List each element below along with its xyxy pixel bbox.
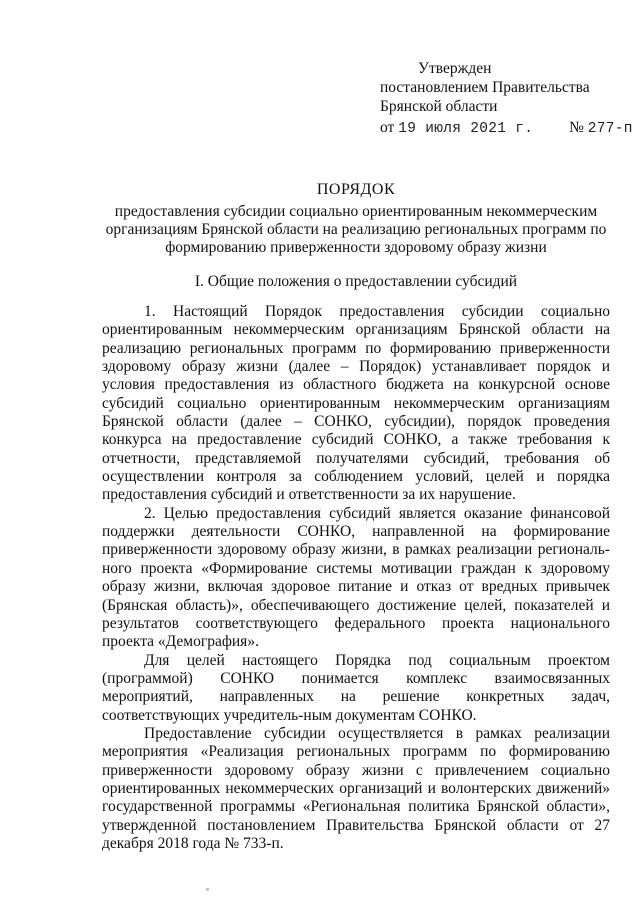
approval-resolution-label: постановлением Правительства (380, 79, 590, 96)
approval-date-line (380, 118, 633, 139)
section-heading: I. Общие положения о предоставлении субсидий (194, 273, 518, 290)
paragraph-2: 2. Целью предоставления субсидий является оказание финансовой поддержки деятельности СОНКО, направленной на формирование приверженности здоровому образу жизни, в рамках реализации региональ-ного проекта «Формирование системы мотивации граждан к здоровому образу жизни, включая здоровое питание и отказ от вредных привычек (Брянская область)», обеспечивающего достижение целей, показателей и результатов соответствующего федерального проекта национального проекта «Демография». (102, 504, 610, 651)
document-body (102, 303, 610, 853)
scan-speck (206, 888, 209, 891)
document-title: ПОРЯДОК (316, 181, 396, 198)
approval-number-handwritten: 277-п (587, 121, 633, 137)
approval-number-prefix: № (569, 119, 584, 136)
paragraph-3: Для целей настоящего Порядка под социальным проектом (программой) СОНКО понимается комплекс взаимосвязанных мероприятий, направленных на решение конкретных задач, соответствующих учредитель-ным документам СОНКО. (102, 651, 610, 724)
approval-approved-label: Утвержден (418, 60, 492, 77)
paragraph-4: Предоставление субсидии осуществляется в рамках реализации мероприятия «Реализация региональных программ по формированию приверженности здоровому образу жизни с привлечением социально ориентированных некоммерческих организаций и волонтерских движений» государственной программы «Региональная политика Брянской области», утвержденной постановлением Правительства Брянской области от 27 декабря 2018 года № 733-п. (102, 724, 610, 852)
paragraph-1: 1. Настоящий Порядок предоставления субсидии социально ориентированным некоммерческим организациям Брянской области на реализацию региональных программ по формированию приверженности здоровому образу жизни (далее – Порядок) устанавливает порядок и условия предоставления из областного бюджета на конкурсной основе субсидий социально ориентированным некоммерческим организациям Брянской области (далее – СОНКО, субсидии), порядок проведения конкурса на предоставление субсидий СОНКО, а также требования к отчетности, представляемой получателями субсидий, требования об осуществлении контроля за соблюдением условий, целей и порядка предоставления субсидий и ответственности за их нарушение. (102, 303, 610, 504)
approval-block (380, 59, 633, 139)
approval-date-handwritten: 19 июля 2021 г. (398, 121, 534, 137)
approval-region-label: Брянской области (380, 98, 498, 115)
approval-date-prefix: от (380, 119, 395, 136)
document-subtitle: предоставления субсидии социально ориентированным некоммерческим организациям Брянской области на реализацию региональных программ по формированию приверженности здоровому образу жизни (105, 203, 607, 256)
